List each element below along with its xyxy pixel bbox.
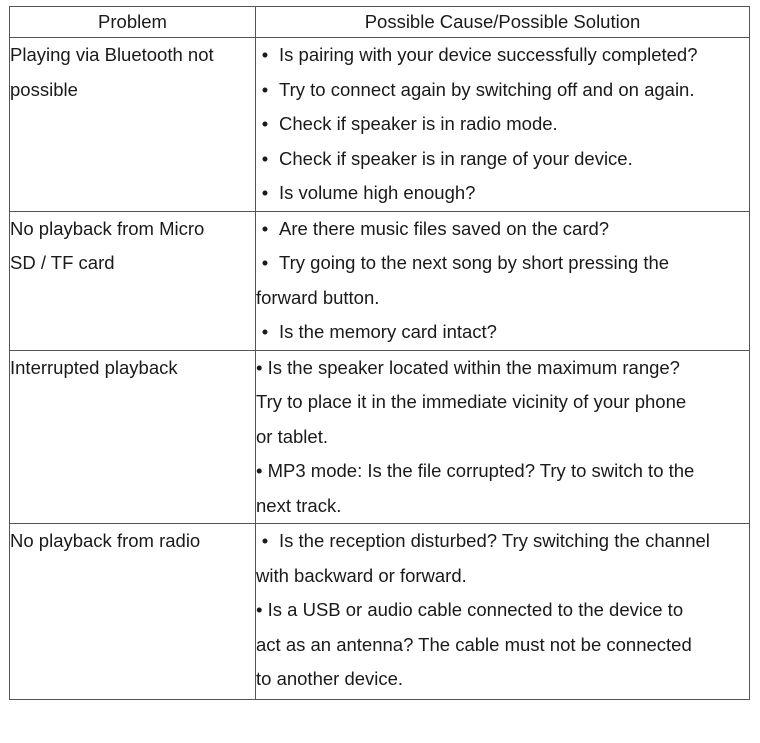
solution-text: Is the speaker located within the maximum range? <box>267 356 680 378</box>
solution-continuation: next track. <box>256 494 342 516</box>
bullet-icon: • <box>256 356 268 378</box>
solution-item <box>256 212 749 247</box>
solution-item <box>256 351 749 386</box>
solution-text: Is a USB or audio cable connected to the device to <box>267 599 684 620</box>
solution-item <box>256 107 749 142</box>
problem-cell <box>10 524 256 700</box>
solution-continuation: forward button. <box>256 286 380 308</box>
solution-text: Try to connect again by switching off and on again. <box>279 78 695 100</box>
bullet-icon: • <box>256 599 268 620</box>
solution-text: Is the reception disturbed? Try switching the channel <box>279 530 710 551</box>
solution-continuation: Try to place it in the immediate vicinity of your phone <box>256 391 687 412</box>
bullet-icon: • <box>261 78 269 100</box>
problem-text: Playing via Bluetooth not <box>10 44 214 65</box>
solution-item <box>256 73 749 108</box>
table-row <box>10 211 750 350</box>
solution-continuation: to another device. <box>256 668 404 689</box>
header-solution: Possible Cause/Possible Solution <box>256 7 750 38</box>
problem-cell <box>10 350 256 524</box>
header-problem: Problem <box>10 7 256 38</box>
solution-cell <box>256 211 750 350</box>
troubleshooting-table <box>9 6 750 700</box>
problem-text: Interrupted playback <box>10 356 178 378</box>
bullet-icon: • <box>261 44 269 65</box>
solution-continuation: with backward or forward. <box>256 564 467 586</box>
solution-item <box>256 593 749 628</box>
solution-item <box>256 524 749 559</box>
table-row <box>10 38 750 212</box>
table-header-row <box>10 7 750 38</box>
problem-text: No playback from radio <box>10 530 201 551</box>
table-row <box>10 350 750 524</box>
solution-text: Check if speaker is in range of your device. <box>279 147 633 169</box>
problem-text: possible <box>10 78 78 100</box>
bullet-icon: • <box>261 182 269 203</box>
bullet-icon: • <box>261 147 269 169</box>
problem-text: SD / TF card <box>10 252 115 273</box>
solution-text: Is pairing with your device successfully completed? <box>279 44 698 65</box>
solution-cell <box>256 524 750 700</box>
bullet-icon: • <box>261 530 269 551</box>
bullet-icon: • <box>256 460 268 481</box>
solution-item <box>256 315 749 350</box>
bullet-icon: • <box>261 321 269 342</box>
problem-cell <box>10 38 256 212</box>
solution-text: MP3 mode: Is the file corrupted? Try to switch to the <box>267 460 695 481</box>
table-row <box>10 524 750 700</box>
solution-item <box>256 454 749 489</box>
solution-item <box>256 38 749 73</box>
solution-text: Is volume high enough? <box>279 182 476 203</box>
solution-continuation: or tablet. <box>256 425 328 447</box>
solution-continuation: act as an antenna? The cable must not be connected <box>256 633 692 655</box>
solution-text: Are there music files saved on the card? <box>279 217 610 239</box>
bullet-icon: • <box>261 217 269 239</box>
problem-text: No playback from Micro <box>10 217 205 239</box>
problem-cell <box>10 211 256 350</box>
bullet-icon: • <box>261 113 269 134</box>
solution-cell <box>256 38 750 212</box>
solution-text: Check if speaker is in radio mode. <box>279 113 558 134</box>
solution-item <box>256 142 749 177</box>
bullet-icon: • <box>261 252 269 273</box>
solution-text: Try going to the next song by short pressing the <box>279 252 670 273</box>
solution-text: Is the memory card intact? <box>279 321 497 342</box>
solution-item <box>256 176 749 211</box>
solution-cell <box>256 350 750 524</box>
solution-item <box>256 246 749 281</box>
